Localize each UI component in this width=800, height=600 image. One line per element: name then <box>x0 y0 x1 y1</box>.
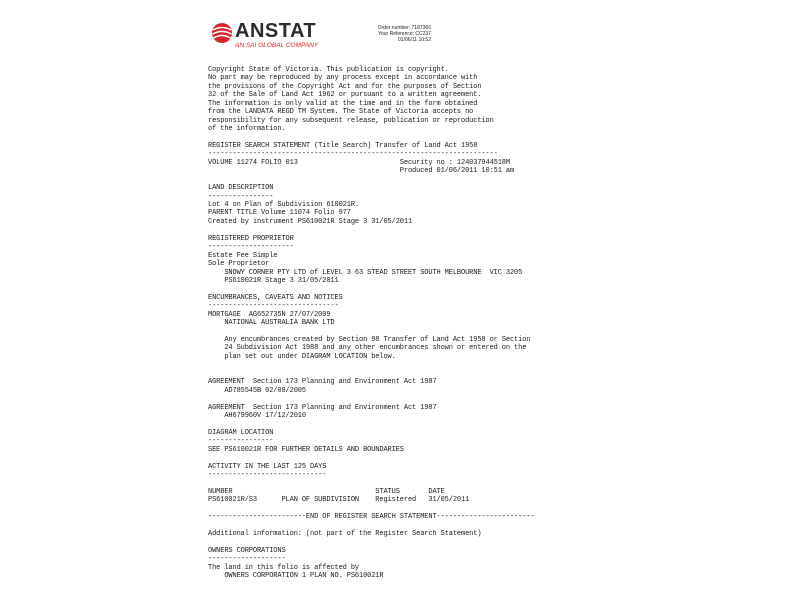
document-line: AH679960V 17/12/2010 <box>208 411 306 420</box>
document-line: AD785545B 02/08/2005 <box>208 386 306 395</box>
document-line: OWNERS CORPORATIONS <box>208 546 286 555</box>
document-line <box>208 479 588 487</box>
document-line <box>208 328 588 336</box>
order-datetime: 01/06/11 10:52 <box>398 37 431 43</box>
document-line: Copyright State of Victoria. This publication is copyright. <box>208 66 449 74</box>
document-line: MORTGAGE AG652735N 27/07/2009 <box>208 310 331 319</box>
document-line: REGISTER SEARCH STATEMENT (Title Search) Transfer of Land Act 1958 <box>208 141 478 150</box>
document-line: LAND DESCRIPTION <box>208 184 274 193</box>
document-line <box>208 285 588 293</box>
register-search-statement <box>208 66 588 581</box>
document-line: NUMBER STATUS DATE <box>208 487 445 496</box>
document-line <box>208 522 588 530</box>
document-line: OWNERS CORPORATION 1 PLAN NO. PS610021R <box>208 572 384 581</box>
document-line: The information is only valid at the time and in the form obtained <box>208 99 478 108</box>
document-line: 24 Subdivision Act 1988 and any other encumbrances shown or entered on the <box>208 344 527 353</box>
document-line: PS610021R/S3 PLAN OF SUBDIVISION Registered 31/05/2011 <box>208 496 470 505</box>
brand-tagline: AN SAI GLOBAL COMPANY <box>235 42 319 49</box>
document-line: The land in this folio is affected by <box>208 563 359 572</box>
document-line: ---------------- <box>208 192 274 201</box>
document-line: REGISTERED PROPRIETOR <box>208 234 294 243</box>
document-line: responsibility for any subsequent release, publication or reproduction <box>208 116 494 125</box>
anstat-logo <box>211 22 331 52</box>
brand-name: ANSTAT <box>235 20 317 42</box>
document-line: Any encumbrances created by Section 98 Transfer of Land Act 1958 or Section <box>208 336 531 344</box>
document-line: -------------------------------- <box>208 302 339 311</box>
document-line <box>208 134 588 142</box>
document-line: AGREEMENT Section 173 Planning and Environment Act 1987 <box>208 378 437 387</box>
document-line: AGREEMENT Section 173 Planning and Environment Act 1987 <box>208 403 437 412</box>
order-info <box>330 25 431 43</box>
document-line: ENCUMBRANCES, CAVEATS AND NOTICES <box>208 293 343 302</box>
document-line <box>208 361 588 369</box>
document-line: DIAGRAM LOCATION <box>208 428 274 437</box>
document-line <box>208 370 588 378</box>
order-number: Order number: 7187366 <box>377 25 431 31</box>
document-line: Produced 01/06/2011 10:51 am <box>208 167 515 176</box>
document-line: plan set out under DIAGRAM LOCATION below. <box>208 352 396 361</box>
document-line <box>208 176 588 184</box>
document-line <box>208 395 588 403</box>
document-line: ---------------- <box>208 437 274 446</box>
document-line: Sole Proprietor <box>208 260 270 269</box>
document-line: PS610021R Stage 3 31/05/2011 <box>208 276 339 285</box>
document-line: SNOWY CORNER PTY LTD of LEVEL 3 63 STEAD STREET SOUTH MELBOURNE VIC 3205 <box>208 268 523 277</box>
document-line: ------------------- <box>208 555 286 564</box>
document-line: SEE PS610021R FOR FURTHER DETAILS AND BOUNDARIES <box>208 445 404 454</box>
document-line: the provisions of the Copyright Act and for the purposes of Section <box>208 82 482 91</box>
document-line: No part may be reproduced by any process except in accordance with <box>208 74 478 83</box>
document-line: NATIONAL AUSTRALIA BANK LTD <box>208 319 335 328</box>
document-line: PARENT TITLE Volume 11074 Folio 977 <box>208 209 351 218</box>
document-line: Estate Fee Simple <box>208 251 278 260</box>
document-line: Created by instrument PS610021R Stage 3 31/05/2011 <box>208 217 413 226</box>
document-line: ----------------------------------------------------------------------- <box>208 150 498 159</box>
document-line: Lot 4 on Plan of Subdivision 610021R. <box>208 201 359 209</box>
document-line: ----------------------------- <box>208 471 327 479</box>
document-line: of the information. <box>208 125 286 134</box>
document-line: --------------------- <box>208 243 294 252</box>
document-line <box>208 226 588 234</box>
document-line: from the LANDATA REGD TM System. The State of Victoria accepts no <box>208 108 474 117</box>
document-line <box>208 539 588 547</box>
anstat-logo-mark-icon <box>211 22 233 44</box>
document-line: VOLUME 11274 FOLIO 013 Security no : 124037944518M <box>208 158 510 167</box>
document-line <box>208 505 588 513</box>
document-line <box>208 454 588 462</box>
document-line: ------------------------END OF REGISTER SEARCH STATEMENT------------------------ <box>208 513 535 522</box>
document-line: Additional information: (not part of the Register Search Statement) <box>208 530 482 539</box>
document-line: ACTIVITY IN THE LAST 125 DAYS <box>208 462 327 471</box>
your-reference: Your Reference: CC237 <box>378 31 431 37</box>
document-line: 32 of the Sale of Land Act 1962 or pursuant to a written agreement. <box>208 91 482 100</box>
document-line <box>208 420 588 428</box>
